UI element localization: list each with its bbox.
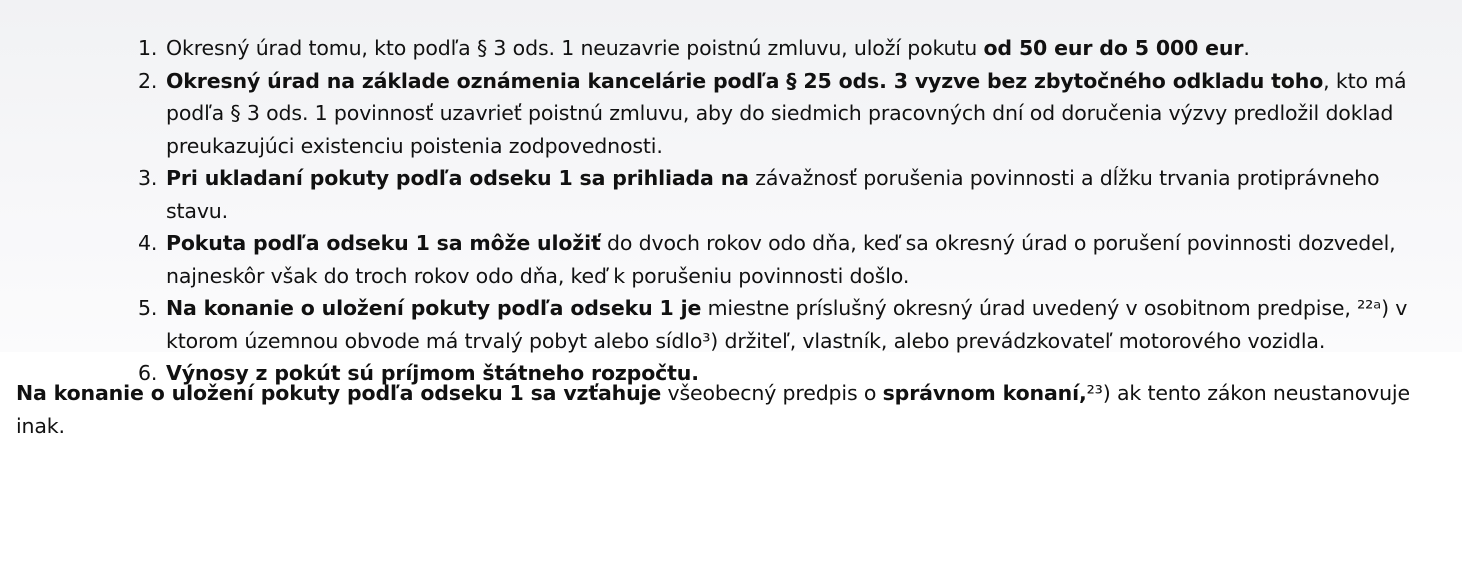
text-segment: všeobecný predpis o [661,381,883,405]
text-segment: miestne príslušný okresný úrad uvedený v osobitnom predpise, ²²ᵃ) v ktorom územnou obvode má trvalý pobyt alebo sídlo³) držiteľ, vlastník, alebo prevádzkovateľ motorového vozidla. [166,296,1408,353]
bold-text-segment: správnom konaní, [882,381,1087,405]
text-segment: , kto má podľa § 3 ods. 1 povinnosť uzavrieť poistnú zmluvu, aby do siedmich pracovných dní od doručenia výzvy predložil doklad preukazujúci existenciu poistenia zodpovednosti. [166,68,1407,158]
bold-text-segment: od 50 eur do 5 000 eur [983,36,1244,60]
text-segment: Okresný úrad tomu, kto podľa § 3 ods. 1 neuzavrie poistnú zmluvu, uloží pokutu [166,36,984,60]
provision-item [0,162,1432,227]
bold-text-segment: Pokuta podľa odseku 1 sa môže uložiť [166,231,601,255]
provision-number: 2. [138,68,158,93]
bold-text-segment: Na konanie o uložení pokuty podľa odseku 1 je [166,296,702,320]
provision-number: 3. [138,166,158,190]
bold-text-segment: Okresný úrad na základe oznámenia kancelárie podľa § 25 ods. 3 vyzve bez zbytočného odkladu toho [166,68,1324,93]
bold-text-segment: Na konanie o uložení pokuty podľa odseku 1 sa vzťahuje [16,381,662,405]
provision-number: 1. [138,36,158,60]
text-segment: . [1243,36,1250,60]
bold-text-segment: Výnosy z pokút sú príjmom štátneho rozpočtu. [166,361,699,385]
provision-number: 4. [138,231,158,255]
text-segment: do dvoch rokov odo dňa, keď sa okresný úrad o porušení povinnosti dozvedel, najneskôr však do troch rokov odo dňa, keď k porušeniu povinnosti došlo. [166,231,1396,288]
provision-item [0,32,1432,65]
text-segment: závažnosť porušenia povinnosti a dĺžku trvania protiprávneho stavu. [166,166,1380,223]
penalty-provisions-list [0,32,1432,390]
provision-item [0,357,1432,390]
provision-number: 5. [138,296,158,320]
provision-item [0,227,1432,292]
text-segment: ²³) ak tento zákon neustanovuje inak. [16,381,1410,438]
bold-text-segment: Pri ukladaní pokuty podľa odseku 1 sa prihliada na [166,166,749,190]
provision-item [0,65,1432,163]
provision-number: 6. [138,361,158,385]
provision-item [0,292,1432,357]
